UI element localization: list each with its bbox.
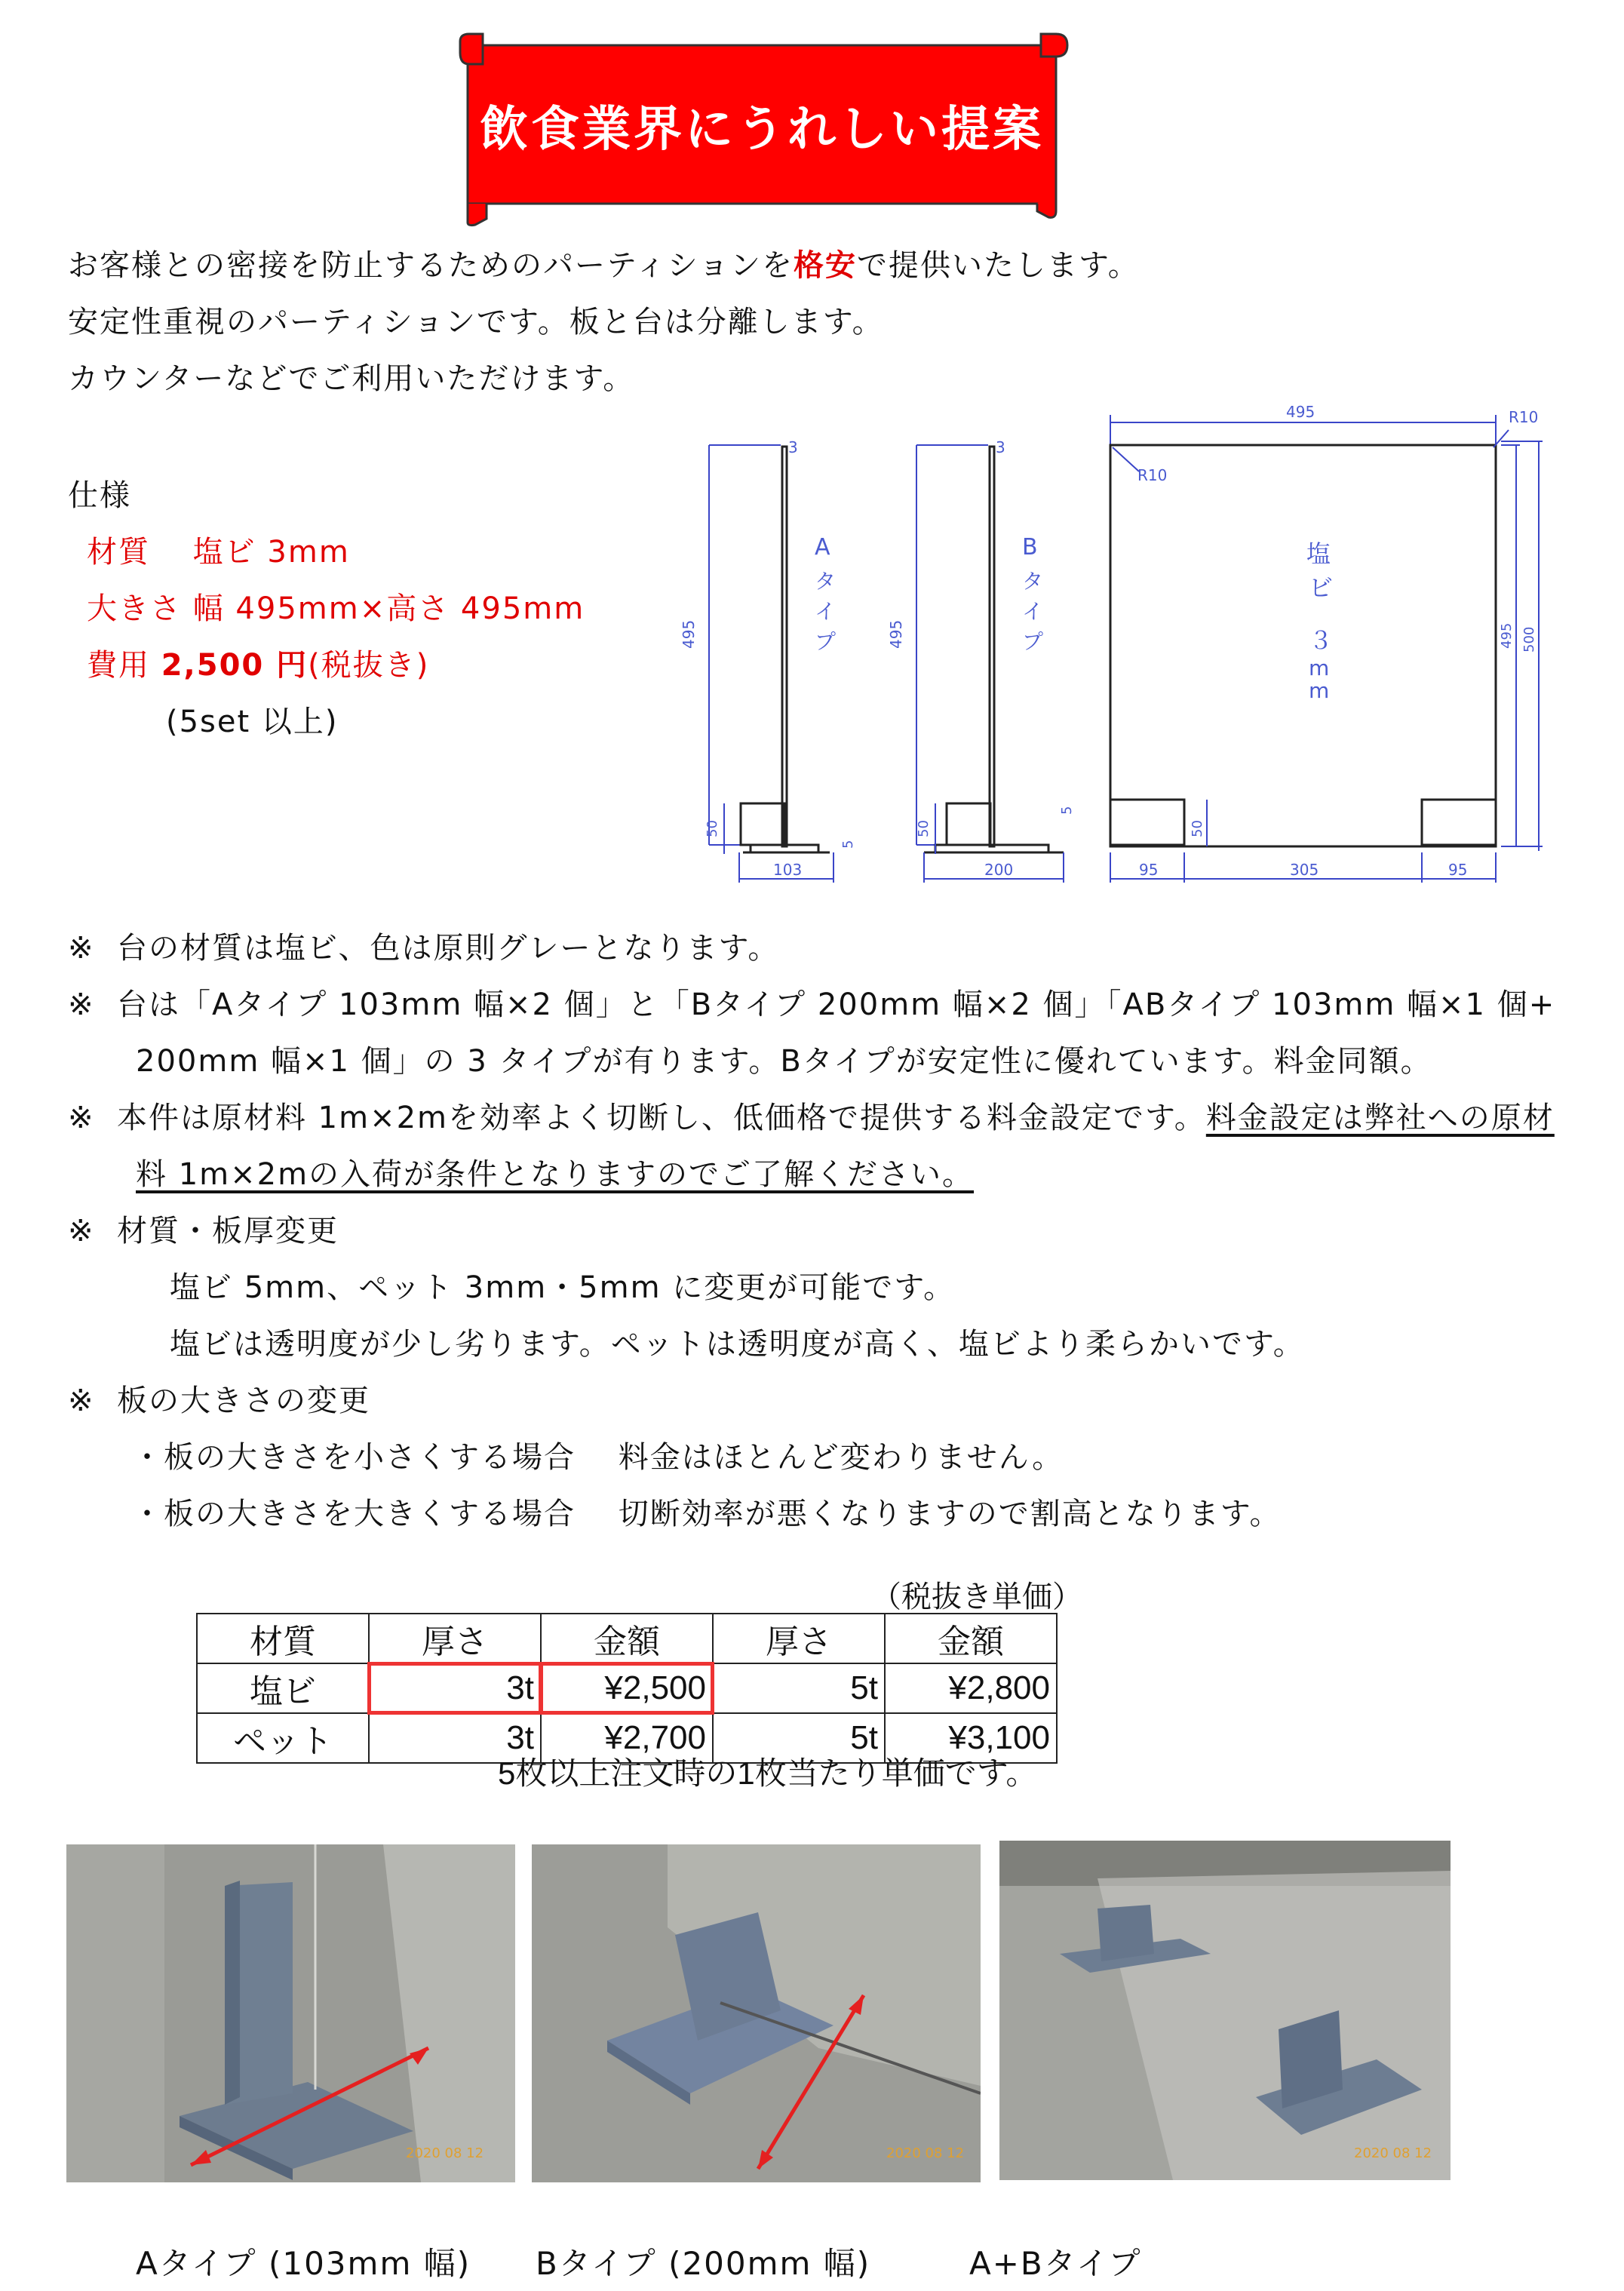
board-corner-radius-top: R10 <box>1509 408 1539 426</box>
spec-material: 材質 塩ビ 3mm <box>87 535 350 570</box>
board-width: 495 <box>1286 403 1315 421</box>
table-cell: 5t <box>713 1663 885 1713</box>
type-a-label-3: イ <box>815 599 837 624</box>
spec-size: 大きさ 幅 495mm×高さ 495mm <box>87 591 585 626</box>
table-header: 材質 <box>197 1614 369 1663</box>
photo-date-stamp: 2020 08 12 <box>406 2145 484 2161</box>
photo-caption-a: Aタイプ (103mm 幅) <box>136 2245 471 2282</box>
board-corner-radius-left: R10 <box>1137 466 1168 484</box>
table-cell: ¥2,800 <box>885 1663 1057 1713</box>
note-3-text: 本件は原材料 1m×2mを効率よく切断し、低価格で提供する料金設定です。 <box>116 1101 1206 1135</box>
board-label-4: m <box>1309 656 1330 680</box>
spec-cost-value: 2,500 円 <box>161 648 309 683</box>
intro-line-1 <box>68 241 1140 284</box>
type-b-label-3: イ <box>1022 599 1044 624</box>
note-2-text-b: 200mm 幅×1 個」の 3 タイプが有ります。Bタイプが安定性に優れています。料金同額。 <box>136 1044 1432 1079</box>
type-a-drawing <box>680 438 856 883</box>
note-5 <box>68 1377 370 1420</box>
note-4-detail-2: 塩ビは透明度が少し劣ります。ペットは透明度が高く、塩ビより柔らかいです。 <box>170 1327 1305 1362</box>
photo-type-ab <box>999 1841 1451 2180</box>
photo-type-ab-image <box>999 1841 1451 2180</box>
table-cell: ¥2,700 <box>541 1713 713 1763</box>
intro-line-3: カウンターなどでご利用いただけます。 <box>68 361 635 396</box>
note-mark: ※ <box>68 931 95 966</box>
photo-type-a-image <box>66 1844 515 2182</box>
type-a-thickness: 3 <box>788 438 798 456</box>
note-1-text: 台の材質は塩ビ、色は原則グレーとなります。 <box>116 931 780 966</box>
type-a-base-thickness: 5 <box>840 840 856 849</box>
note-mark: ※ <box>68 1214 95 1248</box>
note-mark: ※ <box>68 987 95 1022</box>
table-cell: ¥2,500 <box>541 1663 713 1713</box>
type-a-width: 103 <box>773 861 803 879</box>
board-label-3: ３ <box>1309 626 1334 655</box>
photo-type-b <box>532 1844 981 2182</box>
board-label-2: ビ <box>1309 573 1334 602</box>
board-label-1: 塩 <box>1306 539 1331 568</box>
spec-min-quantity: (5set 以上) <box>166 705 339 739</box>
board-drawing <box>1110 403 1543 883</box>
type-b-label-1: B <box>1022 534 1038 560</box>
board-base-height: 50 <box>1190 820 1205 837</box>
type-b-base-thickness: 5 <box>1059 806 1075 815</box>
spec-cost-label: 費用 <box>87 648 161 683</box>
table-cell: 塩ビ <box>197 1663 369 1713</box>
photo-caption-ab: A+Bタイプ <box>969 2245 1142 2282</box>
board-dim-right: 95 <box>1448 861 1468 879</box>
photo-date-stamp: 2020 08 12 <box>886 2145 965 2161</box>
table-caption: （税抜き単価） <box>871 1580 1082 1614</box>
type-b-label-4: プ <box>1022 629 1044 654</box>
spec-heading: 仕様 <box>68 478 131 513</box>
note-5-detail-2: ・板の大きさを大きくする場合 切断効率が悪くなりますので割高となります。 <box>132 1497 1282 1531</box>
type-a-label-4: プ <box>815 629 837 654</box>
type-a-height: 495 <box>680 619 698 649</box>
photo-type-b-image <box>532 1844 981 2182</box>
note-3 <box>68 1094 1555 1137</box>
type-b-drawing <box>887 438 1075 883</box>
board-height-outer: 500 <box>1521 626 1537 653</box>
note-1 <box>68 924 779 967</box>
type-b-label-2: タ <box>1022 569 1044 594</box>
note-5-detail-1: ・板の大きさを小さくする場合 料金はほとんど変わりません。 <box>132 1440 1064 1475</box>
intro-line-1-end: で提供いたします。 <box>857 248 1140 283</box>
board-dim-middle: 305 <box>1290 861 1319 879</box>
type-b-thickness: 3 <box>996 438 1005 456</box>
note-2 <box>68 981 1555 1024</box>
note-mark: ※ <box>68 1384 95 1418</box>
table-cell: 3t <box>369 1663 541 1713</box>
board-height-inner: 495 <box>1499 622 1515 649</box>
page-title: 飲食業界にうれしい提案 <box>480 102 1044 158</box>
photo-date-stamp: 2020 08 12 <box>1354 2145 1432 2161</box>
table-row <box>197 1663 1057 1713</box>
type-a-label-1: A <box>815 534 830 560</box>
table-cell: ペット <box>197 1713 369 1763</box>
type-b-base-height: 50 <box>916 820 932 837</box>
table-header: 金額 <box>885 1614 1057 1663</box>
intro-line-1-start: お客様との密接を防止するためのパーティションを <box>68 248 794 283</box>
table-header: 厚さ <box>713 1614 885 1663</box>
drawing-svg <box>679 392 1584 890</box>
note-5-heading: 板の大きさの変更 <box>116 1384 370 1418</box>
note-4-heading: 材質・板厚変更 <box>116 1214 339 1248</box>
type-b-width: 200 <box>984 861 1014 879</box>
photo-type-a <box>66 1844 515 2182</box>
note-2-text-a: 台は「Aタイプ 103mm 幅×2 個」と「Bタイプ 200mm 幅×2 個」「ABタイプ 103mm 幅×1 個+ <box>116 987 1556 1022</box>
note-3-underlined-a: 料金設定は弊社への原材 <box>1205 1101 1555 1135</box>
table-header-row <box>197 1614 1057 1663</box>
title-banner <box>453 30 1071 230</box>
table-header: 金額 <box>541 1614 713 1663</box>
intro-emphasis: 格安 <box>794 248 857 283</box>
intro-line-2: 安定性重視のパーティションです。板と台は分離します。 <box>68 305 884 339</box>
type-a-base-height: 50 <box>705 820 720 837</box>
board-dim-left: 95 <box>1139 861 1159 879</box>
note-mark: ※ <box>68 1101 95 1135</box>
type-b-height: 495 <box>887 619 905 649</box>
price-table <box>196 1613 1058 1764</box>
spec-cost <box>87 641 429 684</box>
table-footnote: 5枚以上注文時の1枚当たり単価です。 <box>498 1755 1038 1791</box>
board-label-5: m <box>1309 678 1330 703</box>
photo-caption-b: Bタイプ (200mm 幅) <box>536 2245 871 2282</box>
note-3-underlined-b: 料 1m×2mの入荷が条件となりますのでご了解ください。 <box>136 1157 975 1192</box>
table-cell: ¥3,100 <box>885 1713 1057 1763</box>
table-header: 厚さ <box>369 1614 541 1663</box>
type-a-label-2: タ <box>815 569 837 594</box>
spec-cost-note: (税抜き) <box>308 648 430 683</box>
table-cell: 3t <box>369 1713 541 1763</box>
technical-drawing <box>679 392 1584 890</box>
note-4 <box>68 1207 339 1250</box>
table-cell: 5t <box>713 1713 885 1763</box>
note-4-detail-1: 塩ビ 5mm、ペット 3mm・5mm に変更が可能です。 <box>170 1270 956 1305</box>
